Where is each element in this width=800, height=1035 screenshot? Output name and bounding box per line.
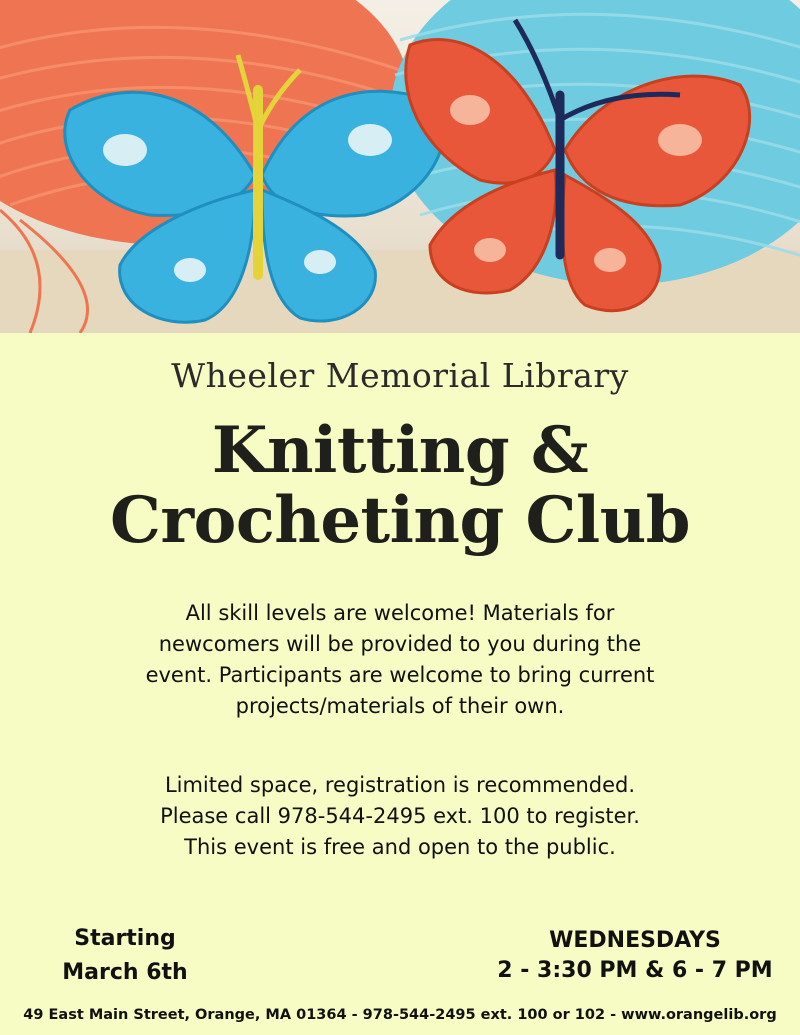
library-name: Wheeler Memorial Library: [171, 356, 629, 395]
schedule-times: 2 - 3:30 PM & 6 - 7 PM: [497, 958, 773, 983]
start-date: March 6th: [62, 960, 188, 985]
schedule-day: WEDNESDAYS: [549, 928, 721, 953]
start-date-block: [40, 922, 210, 990]
footer-contact: 49 East Main Street, Orange, MA 01364 - 978-544-2495 ext. 100 or 102 - www.orangelib.org: [23, 1007, 777, 1023]
title-line-2: Crocheting Club: [109, 483, 691, 558]
description-paragraph: All skill levels are welcome! Materials for newcomers will be provided to you during the event. Participants are welcome to bring current projects/materials of their own.: [145, 601, 655, 718]
page-title: [0, 413, 800, 558]
start-label: Starting: [74, 926, 176, 951]
schedule-block: [470, 926, 800, 986]
title-line-1: Knitting &: [211, 413, 589, 488]
crochet-butterflies-illustration: [0, 0, 800, 333]
registration-paragraph: Limited space, registration is recommended. Please call 978-544-2495 ext. 100 to register. This event is free and open to the public.: [160, 773, 640, 859]
hero-photo: [0, 0, 800, 333]
